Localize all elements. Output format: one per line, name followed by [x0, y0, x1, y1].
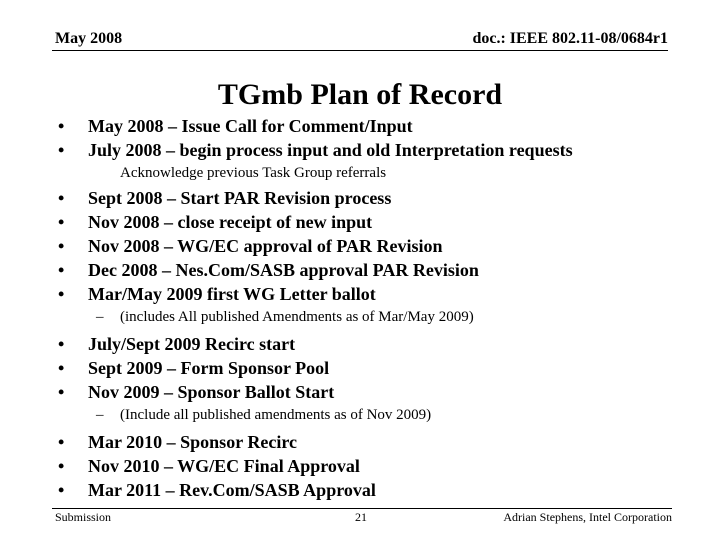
list-item-text: Sept 2008 – Start PAR Revision process — [88, 188, 392, 208]
bullet-icon: • — [58, 116, 65, 136]
footer-author: Adrian Stephens, Intel Corporation — [503, 510, 672, 524]
header-date: May 2008 — [55, 30, 123, 47]
bullet-icon: • — [58, 212, 65, 232]
list-item-text: May 2008 – Issue Call for Comment/Input — [88, 116, 413, 136]
list-item-text: Dec 2008 – Nes.Com/SASB approval PAR Revision — [88, 260, 479, 280]
list-item — [58, 186, 698, 210]
list-item-text: Mar/May 2009 first WG Letter ballot — [88, 284, 376, 304]
list-item — [58, 258, 698, 282]
list-item — [58, 430, 698, 454]
sub-item — [58, 306, 698, 328]
page-number: 21 — [355, 510, 367, 524]
bullet-icon: • — [58, 140, 65, 160]
list-item-text: Nov 2009 – Sponsor Ballot Start — [88, 382, 335, 402]
sub-item — [58, 162, 698, 184]
list-item — [58, 380, 698, 404]
slide-title: TGmb Plan of Record — [217, 78, 503, 111]
list-item-text: July/Sept 2009 Recirc start — [88, 334, 296, 354]
list-item — [58, 356, 698, 380]
list-item-text: Mar 2011 – Rev.Com/SASB Approval — [88, 480, 376, 500]
list-item — [58, 478, 698, 502]
sub-item-text: (includes All published Amendments as of Mar/May 2009) — [120, 309, 474, 325]
bullet-icon: • — [58, 284, 65, 304]
list-item — [58, 138, 698, 162]
sub-item-text: Acknowledge previous Task Group referrals — [120, 165, 387, 181]
footer-divider — [52, 508, 672, 509]
dash-icon: – — [96, 309, 104, 325]
list-item — [58, 332, 698, 356]
header-divider — [52, 50, 668, 51]
list-item-text: Sept 2009 – Form Sponsor Pool — [88, 358, 330, 378]
footer-submission: Submission — [55, 510, 112, 524]
list-item — [58, 114, 698, 138]
list-item-text: Nov 2008 – close receipt of new input — [88, 212, 373, 232]
sub-item-text: (Include all published amendments as of Nov 2009) — [120, 407, 432, 423]
slide-body — [58, 114, 698, 502]
header-doc-id: doc.: IEEE 802.11-08/0684r1 — [472, 30, 668, 47]
bullet-icon: • — [58, 358, 65, 378]
bullet-icon: • — [58, 260, 65, 280]
bullet-icon: • — [58, 456, 65, 476]
bullet-icon: • — [58, 334, 65, 354]
list-item — [58, 454, 698, 478]
list-item — [58, 210, 698, 234]
list-item — [58, 282, 698, 306]
bullet-icon: • — [58, 382, 65, 402]
list-item-text: Mar 2010 – Sponsor Recirc — [88, 432, 297, 452]
bullet-icon: • — [58, 432, 65, 452]
list-item-text: Nov 2010 – WG/EC Final Approval — [88, 456, 360, 476]
bullet-icon: • — [58, 480, 65, 500]
dash-icon: – — [96, 407, 104, 423]
bullet-icon: • — [58, 188, 65, 208]
list-item — [58, 234, 698, 258]
sub-item — [58, 404, 698, 426]
list-item-text: July 2008 – begin process input and old Interpretation requests — [88, 140, 573, 160]
bullet-icon: • — [58, 236, 65, 256]
list-item-text: Nov 2008 – WG/EC approval of PAR Revision — [88, 236, 443, 256]
